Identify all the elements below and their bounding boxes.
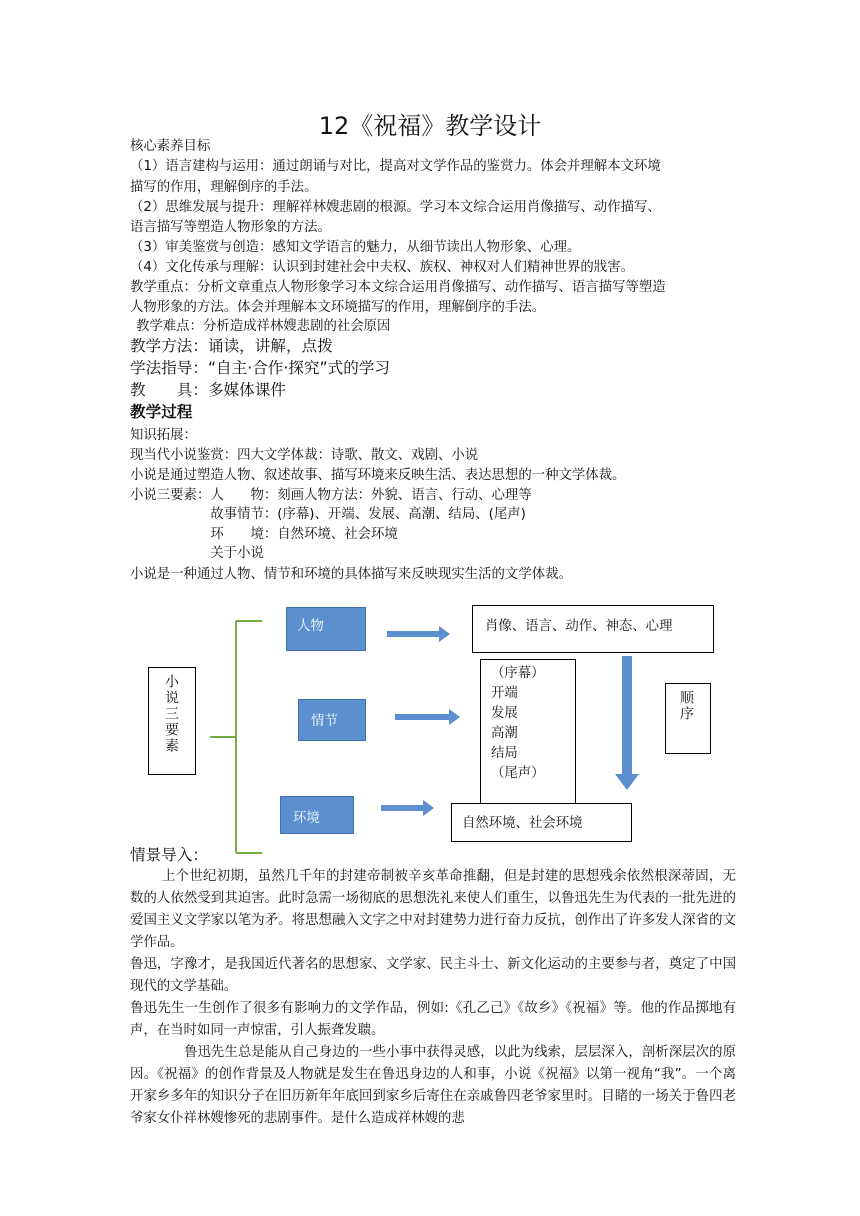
core-goal-line: （1）语言建构与运用：通过朗诵与对比，提高对文学作品的鉴赏力。体会并理解本文环境 <box>130 159 661 174</box>
plot-box <box>298 699 366 741</box>
intro-heading: 情景导入： <box>130 846 208 864</box>
knowledge-line: 环 境：自然环境、社会环境 <box>130 527 398 542</box>
intro-paragraph: 鲁迅先生一生创作了很多有影响力的文学作品，例如:《孔乙己》《故乡》《祝福》等。他的作品掷地有声，在当时如同一声惊雷，引人振聋发聩。 <box>130 1001 736 1038</box>
plot-label: 情节 <box>311 714 338 729</box>
process-heading: 教学过程 <box>130 403 193 421</box>
environment-desc-box <box>451 803 632 842</box>
plot-stage: （序幕） <box>491 666 545 681</box>
root-label: 小说三要素 <box>163 674 179 754</box>
order-label: 顺序 <box>678 690 694 722</box>
intro-paragraph: 鲁迅先生总是能从自己身边的一些小事中获得灵感，以此为线索，层层深入，剖析深层次的原因。《祝福》的创作背景及人物就是发生在鲁迅身边的人和事，小说《祝福》以第一视角“我”。一个离开家乡多年的知识分子在旧历新年年底回到家乡后寄住在亲戚鲁四老爷家里时。目睹的一场关于鲁四老爷家女仆祥林嫂惨死的悲剧事件。是什么造成祥林嫂的悲 <box>130 1045 736 1126</box>
key-points-line: 人物形象的方法。体会并理解本文环境描写的作用，理解倒序的手法。 <box>130 300 546 315</box>
teaching-tools: 教 具：多媒体课件 <box>130 381 286 399</box>
study-guide: 学法指导：“自主·合作·探究”式的学习 <box>130 359 390 377</box>
arrow-right-icon <box>387 626 450 642</box>
plot-stages-box <box>480 659 576 805</box>
core-goal-line: 语言描写等塑造人物形象的方法。 <box>130 220 331 235</box>
environment-label: 环境 <box>293 811 320 826</box>
core-goals-heading: 核心素养目标 <box>130 139 211 154</box>
character-label: 人物 <box>297 619 324 634</box>
knowledge-line: 小说是通过塑造人物、叙述故事、描写环境来反映生活、表达思想的一种文学体裁。 <box>130 468 626 483</box>
core-goal-line: （2）思维发展与提升：理解祥林嫂悲剧的根源。学习本文综合运用肖像描写、动作描写、 <box>130 200 661 215</box>
intro-paragraph: 鲁迅，字豫才，是我国近代著名的思想家、文学家、民主斗士、新文化运动的主要参与者，奠定了中国现代的文学基础。 <box>130 957 736 994</box>
core-goal-line: （4）文化传承与理解：认识到封建社会中夫权、族权、神权对人们精神世界的戕害。 <box>130 260 634 275</box>
character-desc: 肖像、语言、动作、神态、心理 <box>485 619 673 634</box>
key-points-line: 教学重点：分析文章重点人物形象学习本文综合运用肖像描写、动作描写、语言描写等塑造 <box>130 280 666 295</box>
core-goal-line: （3）审美鉴赏与创造：感知文学语言的魅力，从细节读出人物形象、心理。 <box>130 240 581 255</box>
plot-stage: 高潮 <box>491 726 518 741</box>
knowledge-line: 关于小说 <box>130 546 264 561</box>
teaching-method: 教学方法：诵读，讲解，点拨 <box>130 337 333 355</box>
character-desc-box <box>472 605 714 653</box>
environment-desc: 自然环境、社会环境 <box>462 816 583 831</box>
environment-box <box>280 796 354 834</box>
arrow-right-icon <box>395 709 460 725</box>
core-goal-line: 描写的作用，理解倒序的手法。 <box>130 180 318 195</box>
root-box <box>148 667 196 775</box>
knowledge-line: 故事情节：(序幕)、开端、发展、高潮、结局、(尾声) <box>130 507 526 522</box>
knowledge-line: 现当代小说鉴赏：四大文学体裁：诗歌、散文、戏剧、小说 <box>130 448 479 463</box>
knowledge-line: 小说是一种通过人物、情节和环境的具体描写来反映现实生活的文学体裁。 <box>130 567 572 582</box>
document-title: 12《祝福》教学设计 <box>318 112 542 140</box>
plot-stage: 结局 <box>491 746 518 761</box>
difficulty-line: 教学难点：分析造成祥林嫂悲剧的社会原因 <box>136 319 391 334</box>
intro-paragraph: 上个世纪初期，虽然几千年的封建帝制被辛亥革命推翻，但是封建的思想残余依然根深蒂固，无数的人依然受到其迫害。此时急需一场彻底的思想洗礼来使人们重生，以鲁迅先生为代表的一批先进的爱国主义文学家以笔为矛。将思想融入文字之中对封建势力进行奋力反抗，创作出了许多发人深省的文学作品。 <box>130 869 736 950</box>
plot-stage: 发展 <box>491 706 518 721</box>
bracket <box>210 621 262 853</box>
plot-stage: 开端 <box>491 686 518 701</box>
knowledge-heading: 知识拓展： <box>130 428 197 443</box>
plot-stage: （尾声） <box>491 766 545 781</box>
character-box <box>286 607 366 651</box>
knowledge-line: 小说三要素：人 物：刻画人物方法：外貌、语言、行动、心理等 <box>130 488 532 503</box>
arrow-down-icon <box>615 656 639 790</box>
arrow-right-icon <box>381 800 434 816</box>
order-box <box>665 683 711 754</box>
